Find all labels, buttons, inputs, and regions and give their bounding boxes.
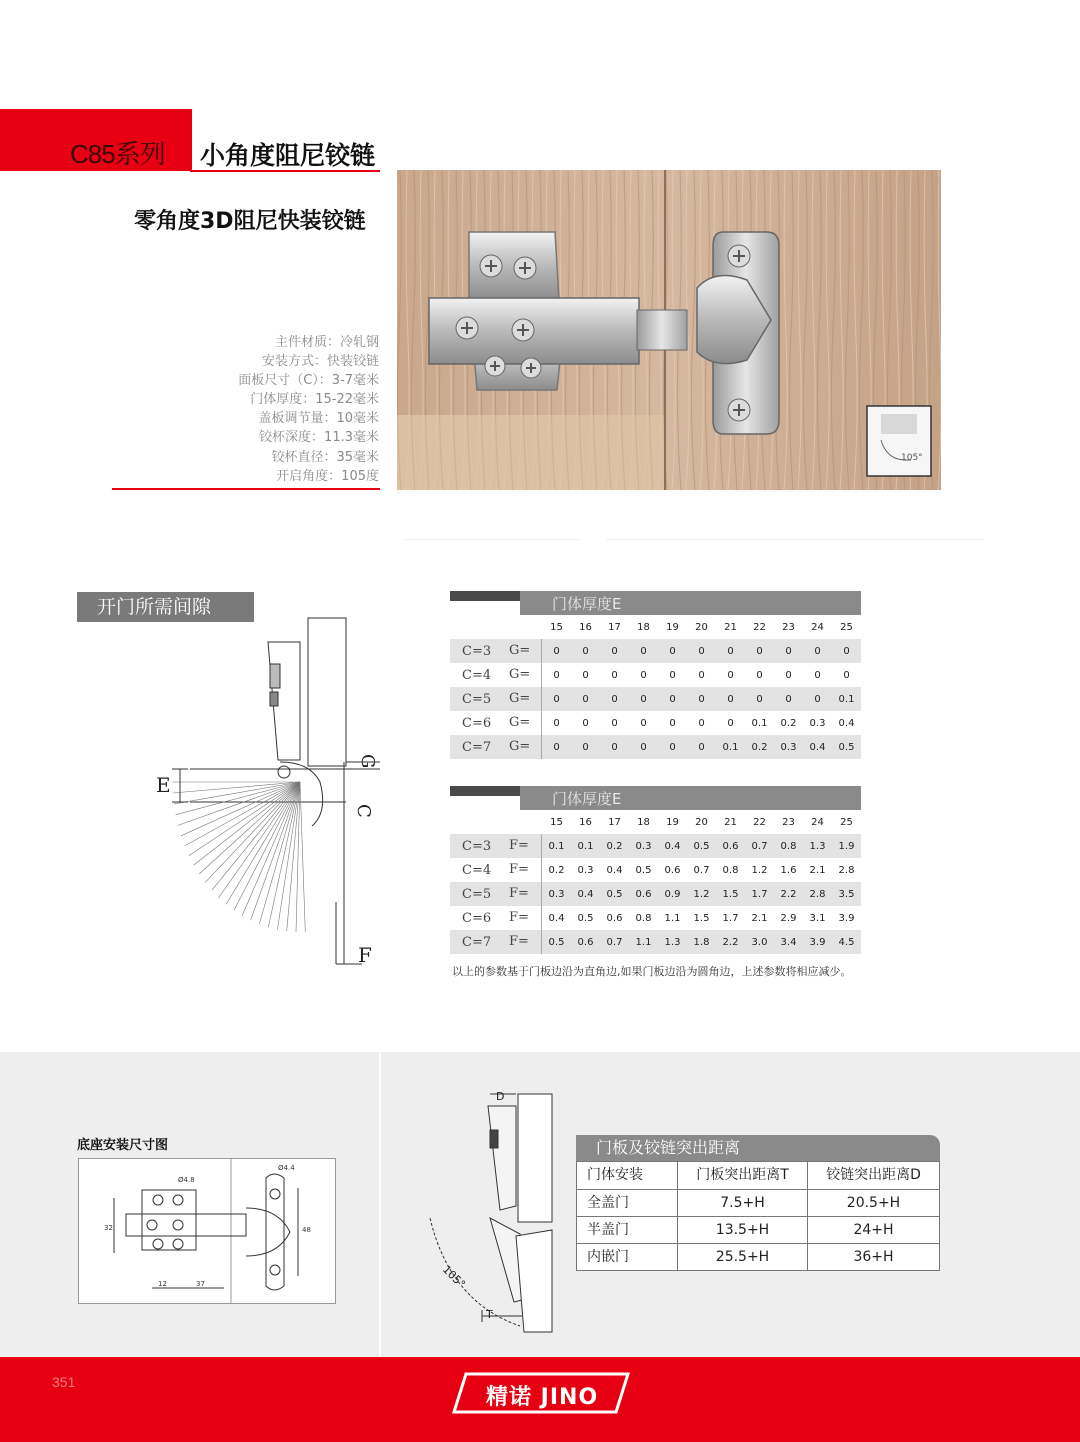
table-footnote: 以上的参数基于门板边沿为直角边,如果门板边沿为圆角边，上述参数将相应减少。 <box>452 965 852 978</box>
table-cell: 1.3 <box>809 840 826 852</box>
table-cell: 1.2 <box>693 888 710 900</box>
row-key-label: F= <box>498 834 542 858</box>
diagram-label-f: F <box>358 943 372 967</box>
row-key-label: F= <box>498 882 542 906</box>
row-c-label: C=6 <box>462 715 492 731</box>
table-cell: 4.5 <box>838 936 855 948</box>
row-c-label: C=7 <box>462 934 492 950</box>
table-cell: 2.2 <box>780 888 797 900</box>
table-row <box>450 663 861 687</box>
table-cell: 0.4 <box>548 912 565 924</box>
table-cell: 全盖门 <box>577 1190 678 1216</box>
swing-line <box>189 782 300 856</box>
table-body <box>450 834 861 954</box>
table-cell: 1.2 <box>751 864 768 876</box>
row-key-label: G= <box>498 663 542 687</box>
column-header: 23 <box>782 621 795 633</box>
table-cell: 0 <box>553 645 560 657</box>
table-cell: 1.3 <box>664 936 681 948</box>
spec-item: 安装方式：快装铰链 <box>261 354 379 370</box>
table-cell: 0.7 <box>606 936 623 948</box>
table-cell: 0 <box>582 717 589 729</box>
table-cell: 1.1 <box>635 936 652 948</box>
table-cell: 0.9 <box>664 888 681 900</box>
table-cell: 0 <box>727 717 734 729</box>
table-cell: 0.6 <box>577 936 594 948</box>
table-cell: 13.5+H <box>678 1217 808 1243</box>
table-cell: 0 <box>756 693 763 705</box>
row-c-label: C=3 <box>462 838 492 854</box>
column-header: 24 <box>811 816 824 828</box>
table-cell: 0.5 <box>838 741 855 753</box>
brand-logo: 精诺 JINO <box>486 1385 599 1410</box>
table-cell: 0 <box>698 645 705 657</box>
diagram-label-e: E <box>156 773 171 797</box>
table-cell: 0 <box>785 669 792 681</box>
table-cell: 0 <box>611 693 618 705</box>
spec-item: 铰杯深度：11.3毫米 <box>259 430 379 446</box>
table-cell: 1.5 <box>722 888 739 900</box>
protrusion-table-title: 门板及铰链突出距离 <box>576 1135 940 1161</box>
table-cell: 3.0 <box>751 936 768 948</box>
protrusion-table <box>576 1135 940 1271</box>
divider <box>404 539 580 540</box>
table-cell: 0.8 <box>780 840 797 852</box>
row-c-label: C=4 <box>462 667 492 683</box>
inset-angle-label: 105° <box>901 453 923 463</box>
page-number: 351 <box>52 1374 76 1390</box>
table-cell: 0 <box>698 717 705 729</box>
table-cell: 0 <box>611 741 618 753</box>
table-cell: 0 <box>669 693 676 705</box>
page-title: 小角度阻尼铰链 <box>200 141 376 170</box>
column-header: 门板突出距离T <box>678 1162 808 1189</box>
table-cell: 0 <box>611 645 618 657</box>
table-cell: 0.5 <box>635 864 652 876</box>
swing-line <box>181 782 300 836</box>
spec-item: 盖板调节量：10毫米 <box>258 411 379 427</box>
column-header: 门体安装 <box>577 1162 678 1189</box>
table-cell: 0.3 <box>577 864 594 876</box>
dim-hole-right: Ø4.4 <box>278 1164 295 1172</box>
diagram-angle-label: 105° <box>439 1262 468 1291</box>
column-header: 23 <box>782 816 795 828</box>
table-cell: 0.7 <box>751 840 768 852</box>
table-row <box>450 735 861 759</box>
row-c-label: C=3 <box>462 643 492 659</box>
row-c-label: C=7 <box>462 739 492 755</box>
table-cell: 1.9 <box>838 840 855 852</box>
table-cell: 0.6 <box>664 864 681 876</box>
table-cell: 2.8 <box>838 864 855 876</box>
page-subtitle: 零角度3D阻尼快装铰链 <box>134 209 366 234</box>
row-key-label: F= <box>498 930 542 954</box>
row-c-label: C=5 <box>462 886 492 902</box>
column-header: 22 <box>753 816 766 828</box>
table-row <box>450 930 861 954</box>
table-cell: 2.1 <box>751 912 768 924</box>
column-header: 19 <box>666 621 679 633</box>
table-cell: 0 <box>611 717 618 729</box>
table-cell: 0 <box>669 717 676 729</box>
table-cell: 0.3 <box>548 888 565 900</box>
table-cell: 2.1 <box>809 864 826 876</box>
swing-line <box>268 782 300 927</box>
table-body <box>450 639 861 759</box>
table-cell: 1.6 <box>780 864 797 876</box>
column-header: 25 <box>840 816 853 828</box>
column-header: 18 <box>637 816 650 828</box>
table-cell: 0.6 <box>606 912 623 924</box>
table-cell: 0.3 <box>635 840 652 852</box>
column-header: 15 <box>550 621 563 633</box>
table-cell: 0 <box>785 645 792 657</box>
table-column-header-row <box>450 615 861 639</box>
table-cell: 0 <box>669 645 676 657</box>
column-header: 18 <box>637 621 650 633</box>
row-key-label: F= <box>498 858 542 882</box>
table-cell: 0 <box>640 717 647 729</box>
table-cell: 2.9 <box>780 912 797 924</box>
diagram-label-c: C <box>353 804 374 818</box>
table-cell: 0 <box>553 693 560 705</box>
hinge-photo-illustration <box>397 170 941 490</box>
table-cell: 3.9 <box>838 912 855 924</box>
table-row <box>450 882 861 906</box>
spec-list <box>238 333 379 486</box>
protrusion-table-grid <box>576 1161 940 1271</box>
title-underline <box>190 170 380 172</box>
column-header: 21 <box>724 621 737 633</box>
table-cell: 0.5 <box>577 912 594 924</box>
table-cell: 0 <box>814 669 821 681</box>
diagram-label-d: D <box>496 1090 505 1103</box>
table-cell: 2.8 <box>809 888 826 900</box>
table-cell: 0 <box>611 669 618 681</box>
table-cell: 0 <box>582 669 589 681</box>
table-cell: 36+H <box>853 1249 894 1265</box>
table-cell: 0.2 <box>780 717 797 729</box>
table-cell: 0.1 <box>577 840 594 852</box>
table-header <box>450 591 861 615</box>
table-cell: 0 <box>843 669 850 681</box>
column-header: 21 <box>724 816 737 828</box>
table-cell: 0 <box>669 741 676 753</box>
table-cell: 0 <box>640 669 647 681</box>
table-cell: 3.4 <box>780 936 797 948</box>
row-c-label: C=4 <box>462 862 492 878</box>
table-cell: 0.4 <box>838 717 855 729</box>
row-key-label: G= <box>498 639 542 663</box>
table-row <box>450 639 861 663</box>
door-gap-diagram <box>150 612 390 972</box>
column-header: 22 <box>753 621 766 633</box>
table-cell: 24+H <box>853 1222 894 1238</box>
column-header: 铰链突出距离D <box>826 1167 921 1183</box>
table-cell: 3.5 <box>838 888 855 900</box>
table-row <box>450 858 861 882</box>
diagram-label-g: G <box>357 754 378 769</box>
table-cell: 0.8 <box>722 864 739 876</box>
diagram-label-t: T <box>486 1308 493 1321</box>
table-cell: 0 <box>814 693 821 705</box>
table-cell: 0 <box>785 693 792 705</box>
table-cell: 0 <box>553 669 560 681</box>
table-cell: 0 <box>727 693 734 705</box>
table-cell: 0.2 <box>548 864 565 876</box>
column-header: 17 <box>608 816 621 828</box>
base-section-title: 底座安装尺寸图 <box>77 1138 169 1153</box>
swing-line <box>178 782 300 825</box>
divider <box>606 539 984 540</box>
table-cell: 0 <box>756 669 763 681</box>
dim-h-left: 32 <box>104 1224 113 1232</box>
table-header-label: 门体厚度E <box>552 595 622 613</box>
table-cell: 7.5+H <box>678 1190 808 1216</box>
table-cell: 0 <box>582 693 589 705</box>
swing-line <box>174 782 300 804</box>
table-header-row <box>577 1162 939 1189</box>
column-header: 17 <box>608 621 621 633</box>
table-cell: 0 <box>640 741 647 753</box>
table-cell: 0.1 <box>751 717 768 729</box>
table-cell: 20.5+H <box>846 1195 901 1211</box>
installation-diagram <box>420 1086 560 1338</box>
table-cell: 0 <box>727 669 734 681</box>
table-cell: 0 <box>582 741 589 753</box>
table-row <box>450 906 861 930</box>
table-cell: 0.2 <box>751 741 768 753</box>
row-key-label: G= <box>498 711 542 735</box>
table-cell: 0.4 <box>664 840 681 852</box>
row-key-label: G= <box>498 735 542 759</box>
table-cell: 0 <box>669 669 676 681</box>
swing-line <box>173 782 300 793</box>
table-row <box>577 1189 939 1216</box>
dim-hole-left: Ø4.8 <box>178 1176 195 1184</box>
table-cell: 0.4 <box>809 741 826 753</box>
dim-w1: 12 <box>158 1280 167 1288</box>
table-cell: 0.5 <box>606 888 623 900</box>
series-label: C85系列 <box>70 139 165 169</box>
table-cell: 1.8 <box>693 936 710 948</box>
table-cell: 0.4 <box>577 888 594 900</box>
table-cell: 3.1 <box>809 912 826 924</box>
column-header: 16 <box>579 621 592 633</box>
table-cell: 1.5 <box>693 912 710 924</box>
table-cell: 0 <box>843 645 850 657</box>
spec-item: 主件材质：冷轧钢 <box>274 335 379 350</box>
spec-item: 铰杯直径：35毫米 <box>271 449 379 465</box>
base-dimension-drawing <box>78 1158 336 1304</box>
table-header-label: 门体厚度E <box>552 790 622 808</box>
table-row <box>450 687 861 711</box>
table-cell: 半盖门 <box>577 1217 678 1243</box>
table-cell: 0.8 <box>635 912 652 924</box>
table-row <box>450 834 861 858</box>
table-cell: 0.5 <box>548 936 565 948</box>
table-row <box>577 1216 939 1243</box>
table-cell: 0.3 <box>780 741 797 753</box>
table-cell: 0 <box>727 645 734 657</box>
swing-line <box>219 782 300 898</box>
table-cell: 0 <box>698 741 705 753</box>
gap-g-table <box>450 591 861 759</box>
table-cell: 0 <box>553 741 560 753</box>
table-cell: 0.3 <box>809 717 826 729</box>
table-cell: 1.7 <box>751 888 768 900</box>
spec-underline <box>112 488 380 490</box>
table-header <box>450 786 861 810</box>
column-header: 25 <box>840 621 853 633</box>
table-cell: 1.7 <box>722 912 739 924</box>
gap-section-label: 开门所需间隙 <box>77 592 254 622</box>
dim-w2: 37 <box>196 1280 205 1288</box>
table-cell: 0 <box>814 645 821 657</box>
table-cell: 0.4 <box>606 864 623 876</box>
table-cell: 0.6 <box>722 840 739 852</box>
table-row <box>450 711 861 735</box>
product-photo <box>397 170 941 490</box>
column-header: 16 <box>579 816 592 828</box>
table-cell: 3.9 <box>809 936 826 948</box>
row-key-label: G= <box>498 687 542 711</box>
table-cell: 0.7 <box>693 864 710 876</box>
row-c-label: C=6 <box>462 910 492 926</box>
table-cell: 25.5+H <box>678 1244 808 1270</box>
swing-line <box>185 782 300 846</box>
spec-item: 面板尺寸（C）：3-7毫米 <box>238 373 379 389</box>
swing-line <box>300 782 305 932</box>
table-cell: 0 <box>698 693 705 705</box>
table-cell: 0.6 <box>635 888 652 900</box>
table-cell: 0 <box>582 645 589 657</box>
column-header: 15 <box>550 816 563 828</box>
column-header: 20 <box>695 816 708 828</box>
table-cell: 2.2 <box>722 936 739 948</box>
column-header: 19 <box>666 816 679 828</box>
row-c-label: C=5 <box>462 691 492 707</box>
table-cell: 1.1 <box>664 912 681 924</box>
table-cell: 内嵌门 <box>577 1244 678 1270</box>
swing-line <box>212 782 300 890</box>
table-cell: 0 <box>640 645 647 657</box>
table-cell: 0.5 <box>693 840 710 852</box>
spec-item: 开启角度：105度 <box>276 468 379 484</box>
spec-item: 门体厚度：15-22毫米 <box>250 392 379 408</box>
swing-line <box>199 782 300 874</box>
table-cell: 0 <box>640 693 647 705</box>
table-cell: 0 <box>553 717 560 729</box>
table-cell: 0.1 <box>722 741 739 753</box>
table-cell: 0 <box>698 669 705 681</box>
table-cell: 0.1 <box>548 840 565 852</box>
dim-h-right: 48 <box>302 1226 311 1234</box>
table-row <box>577 1243 939 1270</box>
swing-line <box>194 782 300 865</box>
table-cell: 0.1 <box>838 693 855 705</box>
row-key-label: F= <box>498 906 542 930</box>
gap-f-table <box>450 786 861 954</box>
table-column-header-row <box>450 810 861 834</box>
table-cell: 0 <box>756 645 763 657</box>
column-header: 20 <box>695 621 708 633</box>
column-header: 24 <box>811 621 824 633</box>
table-cell: 0.2 <box>606 840 623 852</box>
